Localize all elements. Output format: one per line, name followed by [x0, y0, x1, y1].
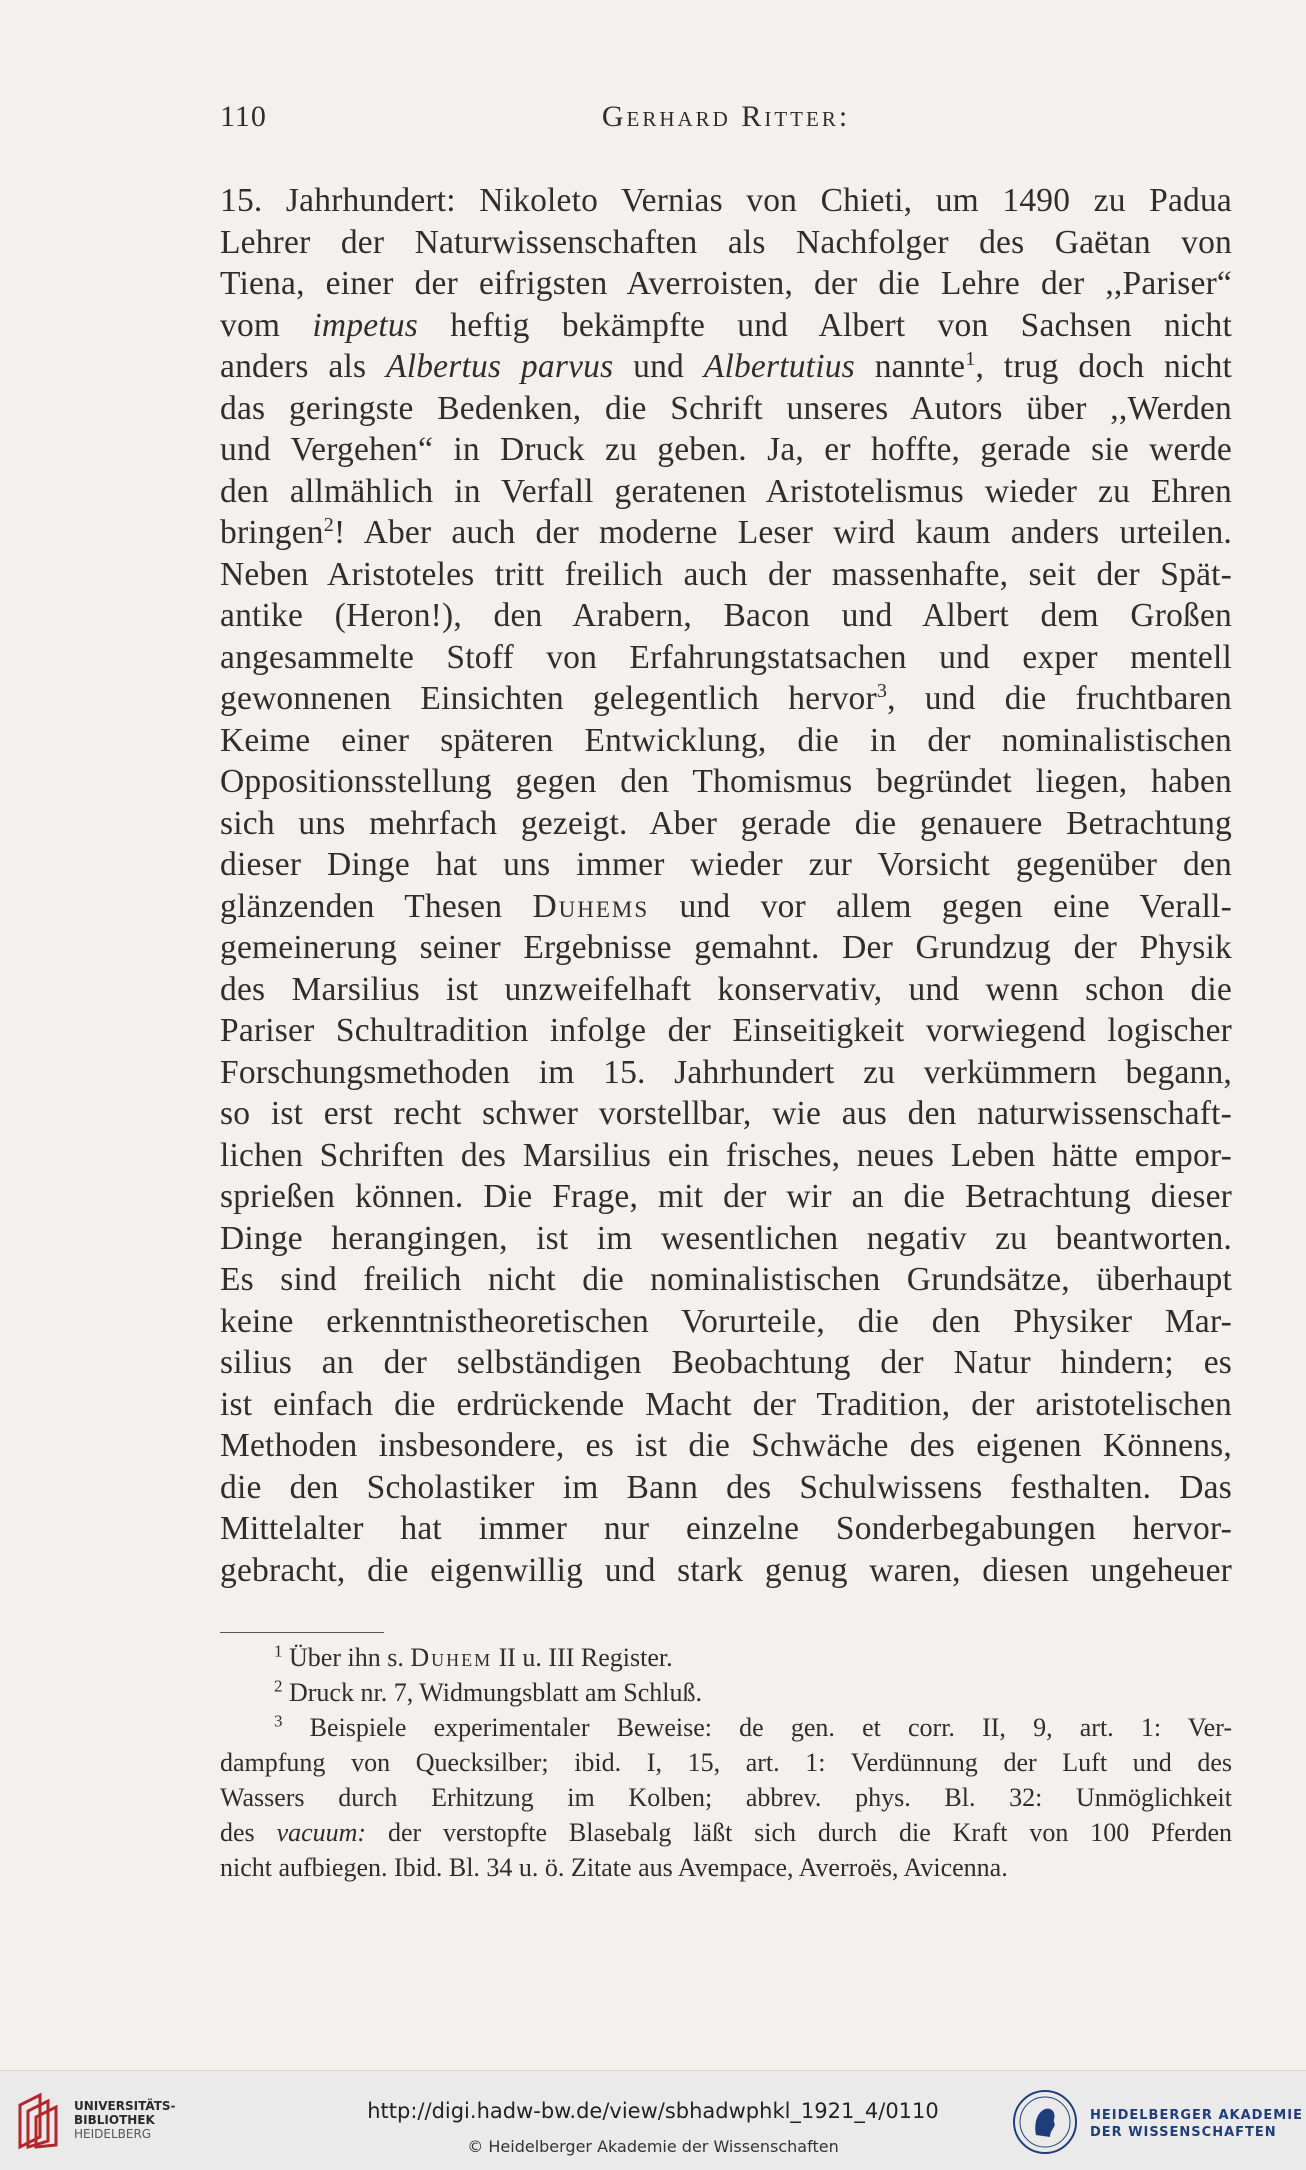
footnote-2: $^2$ Druck nr. 7, Widmungsblatt am Schluß. [274, 1676, 702, 1707]
text-line: bringen$^2$! Aber auch der moderne Leser wird kaum anders urteilen. [220, 513, 1232, 551]
text-line: Tiena, einer der eifrigsten Averroisten, der die Lehre der ,,Pariser“ [220, 265, 1232, 302]
footnote-ref: 2 [323, 513, 334, 536]
text-line: das geringste Bedenken, die Schrift unseres Autors über ,,Werden [220, 389, 1232, 427]
text-line: so ist erst recht schwer vorstellbar, wie aus den naturwissenschaft- [220, 1095, 1232, 1132]
text-line: anders als Albertus parvus und Albertutius nannte$^1$, trug doch nicht [220, 347, 1233, 385]
footnote-3-line: dampfung von Quecksilber; ibid. I, 15, art. 1: Verdünnung der Luft und des [220, 1748, 1232, 1777]
text-line: Forschungsmethoden im 15. Jahrhundert zu verkümmern begann, [220, 1053, 1232, 1091]
text-line: des Marsilius ist unzweifelhaft konservativ, und wenn schon die [220, 970, 1232, 1008]
text-line: Lehrer der Naturwissenschaften als Nachfolger des Gaëtan von [220, 223, 1232, 261]
copyright-notice: © Heidelberger Akademie der Wissenschaften [467, 2137, 839, 2156]
text-line: Mittelalter hat immer nur einzelne Sonderbegabungen hervor- [220, 1510, 1232, 1547]
running-title: Gerhard Ritter: [601, 100, 851, 133]
text-line: die den Scholastiker im Bann des Schulwissens festhalten. Das [220, 1468, 1232, 1506]
text-line: den allmählich in Verfall geratenen Aristotelismus wieder zu Ehren [220, 472, 1232, 510]
viewer-footer [0, 2070, 1306, 2170]
text-line: lichen Schriften des Marsilius ein frisches, neues Leben hätte empor- [220, 1136, 1232, 1174]
footnote-3-line: Wassers durch Erhitzung im Kolben; abbrev. phys. Bl. 32: Unmöglichkeit [220, 1783, 1232, 1812]
permalink-url[interactable]: http://digi.hadw-bw.de/view/sbhadwphkl_1921_4/0110 [367, 2099, 939, 2123]
text-line: keine erkenntnistheoretischen Vorurteile, die den Physiker Mar- [220, 1302, 1232, 1340]
text-line: Pariser Schultradition infolge der Einseitigkeit vorwiegend logischer [220, 1012, 1232, 1049]
footnote-ref: 3 [876, 679, 888, 702]
text-line: Oppositionsstellung gegen den Thomismus begründet liegen, haben [220, 763, 1232, 800]
text-line: Neben Aristoteles tritt freilich auch der massenhafte, seit der Spät- [220, 555, 1232, 593]
text-line: dieser Dinge hat uns immer wieder zur Vorsicht gegenüber den [220, 846, 1232, 883]
text-line: Dinge herangingen, ist im wesentlichen negativ zu beantworten. [220, 1219, 1232, 1257]
footnote-1: $^1$ Über ihn s. Duhem II u. III Register. [274, 1641, 673, 1672]
footnote-3-line: des vacuum: der verstopfte Blasebalg läßt sich durch die Kraft von 100 Pferden [220, 1818, 1233, 1847]
italic-term: impetus [312, 306, 419, 344]
text-line: gemeinerung seiner Ergebnisse gemahnt. Der Grundzug der Physik [220, 929, 1232, 966]
text-line: glänzenden Thesen Duhems und vor allem gegen eine Verall- [220, 887, 1232, 925]
body-text [220, 180, 1232, 1591]
text-line: 15. Jahrhundert: Nikoleto Vernias von Chieti, um 1490 zu Padua [220, 182, 1232, 219]
text-line: antike (Heron!), den Arabern, Bacon und Albert dem Großen [220, 597, 1232, 634]
author-name: Duhems [532, 887, 650, 925]
footnote-rule [220, 1632, 384, 1633]
text-line: gewonnenen Einsichten gelegentlich hervor$^3$, und die fruchtbaren [220, 679, 1232, 717]
italic-term: Albertutius [703, 348, 855, 385]
text-line: sich uns mehrfach gezeigt. Aber gerade die genauere Betrachtung [220, 804, 1232, 842]
text-line: ist einfach die erdrückende Macht der Tradition, der aristotelischen [220, 1385, 1232, 1423]
footnotes [220, 1640, 1232, 1885]
text-line: angesammelte Stoff von Erfahrungstatsachen und exper mentell [220, 638, 1232, 676]
text-line: silius an der selbständigen Beobachtung der Natur hindern; es [220, 1344, 1232, 1381]
text-line: Methoden insbesondere, es ist die Schwäche des eigenen Könnens, [220, 1427, 1232, 1464]
footnote-3: $^3$ Beispiele experimentaler Beweise: de gen. et corr. II, 9, art. 1: Ver- [274, 1711, 1232, 1742]
academy-seal-icon [1012, 2089, 1078, 2155]
text-line: sprießen können. Die Frage, mit der wir an die Betrachtung dieser [220, 1178, 1232, 1215]
library-name: UNIVERSITÄTS- BIBLIOTHEK HEIDELBERG [74, 2099, 176, 2141]
page-number: 110 [220, 100, 267, 133]
footnote-ref: 1 [965, 347, 976, 370]
academy-name: HEIDELBERGER AKADEMIE DER WISSENSCHAFTEN [1090, 2108, 1303, 2140]
text-line: Es sind freilich nicht die nominalistischen Grundsätze, überhaupt [220, 1261, 1232, 1298]
text-line: und Vergehen“ in Druck zu geben. Ja, er hoffte, gerade sie werde [220, 431, 1232, 468]
text-line: Keime einer späteren Entwicklung, die in der nominalistischen [220, 721, 1232, 759]
footnote-3-line: nicht aufbiegen. Ibid. Bl. 34 u. ö. Zitate aus Avempace, Averroës, Avicenna. [220, 1853, 1008, 1882]
text-line: gebracht, die eigenwillig und stark genug waren, diesen ungeheuer [220, 1551, 1232, 1589]
running-head [220, 100, 1232, 140]
text-line: vom impetus heftig bekämpfte und Albert von Sachsen nicht [220, 306, 1233, 344]
italic-term: Albertus parvus [386, 348, 614, 385]
